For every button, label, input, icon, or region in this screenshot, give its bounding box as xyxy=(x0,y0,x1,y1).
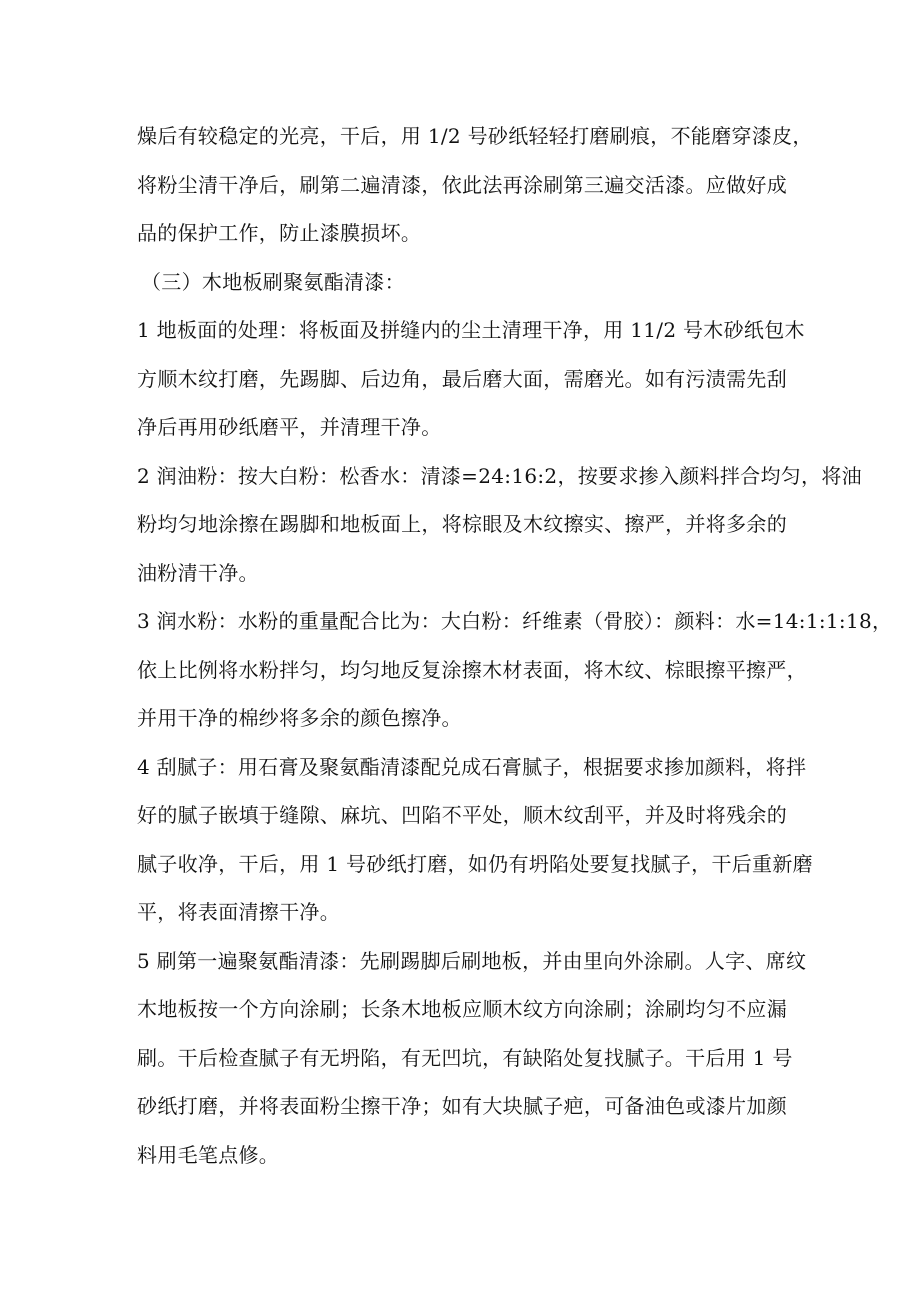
text-line: 并用干净的棉纱将多余的颜色擦净。 xyxy=(137,706,462,730)
text-line: 平，将表面清擦干净。 xyxy=(137,900,340,924)
paragraph-step-5 xyxy=(137,937,807,1180)
text-line: 燥后有较稳定的光亮，干后，用 1/2 号砂纸轻轻打磨刷痕，不能磨穿漆皮， xyxy=(137,124,813,148)
paragraph-step-1 xyxy=(137,306,805,452)
text-line: 5 刷第一遍聚氨酯清漆：先刷踢脚后刷地板，并由里向外涂刷。人字、席纹 xyxy=(137,948,807,973)
text-line: 4 刮腻子：用石膏及聚氨酯清漆配兑成石膏腻子，根据要求掺加颜料，将拌 xyxy=(137,754,807,779)
section-heading xyxy=(137,258,787,307)
text-line: 方顺木纹打磨，先踢脚、后边角，最后磨大面，需磨光。如有污渍需先刮 xyxy=(137,366,787,391)
text-line: 料用毛笔点修。 xyxy=(137,1142,280,1167)
text-line: 好的腻子嵌填于缝隙、麻坑、凹陷不平处，顺木纹刮平，并及时将残余的 xyxy=(137,803,787,827)
paragraph-continuation xyxy=(137,112,813,258)
text-line: 净后再用砂纸磨平，并清理干净。 xyxy=(137,415,442,439)
paragraph-step-3 xyxy=(137,597,893,743)
text-line: 刷。干后检查腻子有无坍陷，有无凹坑，有缺陷处复找腻子。干后用 1 号 xyxy=(137,1045,793,1070)
text-line: 品的保护工作，防止漆膜损坏。 xyxy=(137,221,422,245)
document-body xyxy=(137,112,893,1179)
text-line: 粉均匀地涂擦在踢脚和地板面上，将棕眼及木纹擦实、擦严，并将多余的 xyxy=(137,512,787,536)
text-line: 2 润油粉：按大白粉：松香水：清漆=24:16:2，按要求掺入颜料拌合均匀，将油 xyxy=(137,463,862,488)
text-line: 砂纸打磨，并将表面粉尘擦干净；如有大块腻子疤，可备油色或漆片加颜 xyxy=(137,1094,787,1118)
text-line: 油粉清干净。 xyxy=(137,560,259,585)
text-line: 腻子收净，干后，用 1 号砂纸打磨，如仍有坍陷处要复找腻子，干后重新磨 xyxy=(137,851,813,876)
text-line: 将粉尘清干净后，刷第二遍清漆，依此法再涂刷第三遍交活漆。应做好成 xyxy=(137,172,787,197)
text-line: 1 地板面的处理：将板面及拼缝内的尘土清理干净，用 11/2 号木砂纸包木 xyxy=(137,318,805,342)
paragraph-step-2 xyxy=(137,452,862,598)
text-line: 依上比例将水粉拌匀，均匀地反复涂擦木材表面，将木纹、棕眼擦平擦严， xyxy=(137,657,807,682)
heading-line: （三）木地板刷聚氨酯清漆： xyxy=(141,269,405,294)
text-line: 3 润水粉：水粉的重量配合比为：大白粉：纤维素（骨胶）：颜料：水=14:1:1:18， xyxy=(137,609,893,633)
text-line: 木地板按一个方向涂刷；长条木地板应顺木纹方向涂刷；涂刷均匀不应漏 xyxy=(137,997,787,1021)
paragraph-step-4 xyxy=(137,743,813,937)
